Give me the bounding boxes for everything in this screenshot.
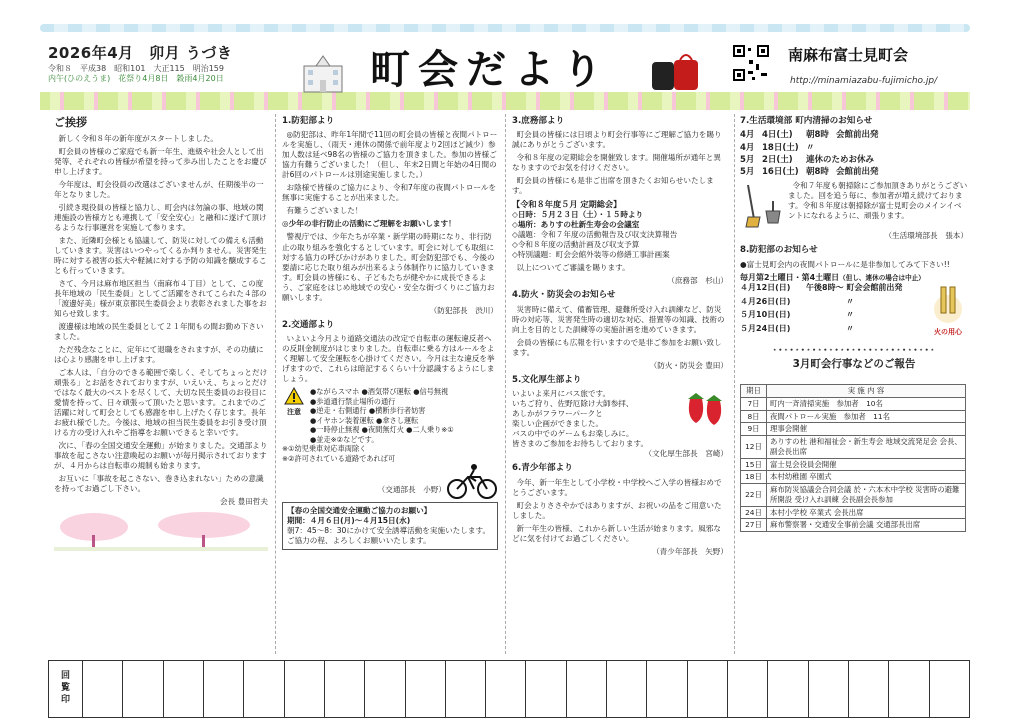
patrol-time: 〃 <box>846 296 854 306</box>
report-row <box>741 410 966 423</box>
env-p1: 令和７年度も朝掃除にご参加頂きありがとうございました。回を追う毎に、参加者が増え続けております。令和８年度は朝掃除が富士見町会のメインイベントになれるように、頑張ります。 <box>788 181 968 221</box>
town-url[interactable]: http://minamiazabu-fujimicho.jp/ <box>790 76 938 86</box>
youth-p2: 町会よりささやかではありますが、お祝いの品をご用意いたしました。 <box>512 500 722 520</box>
report-body <box>741 397 966 531</box>
culture-body <box>512 389 728 449</box>
report-content: 町内一斉清掃実施 参加者 10名 <box>767 397 966 410</box>
patrol-date: ４月26日(日) <box>740 296 791 306</box>
env-schedule-wrap <box>740 130 968 179</box>
qr-code-icon[interactable] <box>732 44 770 82</box>
school-building-icon <box>298 52 348 94</box>
report-content: 理事会開催 <box>767 423 966 436</box>
crime-p3: 有難うございました！ <box>286 206 363 216</box>
cleaning-row <box>740 143 986 154</box>
stamp-cell[interactable] <box>446 661 486 717</box>
cleaning-m: 4月 <box>740 142 755 153</box>
greeting-paragraph: 引続き現役員の皆様と協力し、町会内は勿論の事、地域の関連施設の皆様方とも連携して「安全安心」と融和に遂げて頂けるような行事運営を実施して参ります。 <box>54 202 267 232</box>
report-date: 24日 <box>741 506 767 519</box>
report-date: 12日 <box>741 436 767 459</box>
report-title: 3月町会行事などのご報告 <box>792 358 916 371</box>
page-title: 町会だより <box>370 47 610 93</box>
greeting-paragraph: また、近隣町会様とも協議して、防災に対しての備えも活動していきます。災害はいつやってくるか判りません。災害発生時に対する被害の拡大や軽減に対する予防の知識を醸成することも行っていきます。 <box>54 235 267 275</box>
column-divider <box>505 114 506 654</box>
stamp-cell[interactable] <box>244 661 284 717</box>
greeting-paragraph: 次に、「春の全国交通安全運動」が始まりました。交通部より事故を起こさない注意喚起のお願いが毎月掲示されておりますが、４月からは自転車の規制も始まります。 <box>54 440 268 470</box>
greeting-signature: 会長 豊田哲夫 <box>220 497 268 507</box>
fire-caution-clapper-icon <box>930 283 966 325</box>
cherry-blossom-scene-icon <box>54 511 268 551</box>
violation-note: ※①幼児乗車対応車両除く <box>282 444 367 454</box>
report-date: 7日 <box>741 397 767 410</box>
disaster-p1: 災害時に備えて、備蓄管理、避難所受け入れ訓練など、防災時の対応等、災害発生時の適切な対応、措置等の知識、技術の向上を目的とした訓練等の実施計画を進めていきます。 <box>512 304 725 334</box>
greeting-paragraph: ご本人は、「自分のできる範囲で楽しく、そしてちょっとだけ頑張る」とお話をされておりますが、いえいえ、ちょっとだけではなく最大のベストを尽くして、大切な民生委員のお役目に愛情を持って、日々頑張って頂いたと思います。これまでのご活躍に対して町会としても感謝を申し上げたく存じます。長年お疲れ様でした。今後は、地域の担当民生委員をお引き受け頂ける方の受け入れやご指導をお願いできると幸いです。 <box>54 367 268 437</box>
youth-p3: 新一年生の皆様、これから新しい生活が始まります。風邪などに気を付けてお過ごしください。 <box>512 523 721 543</box>
stamp-cell[interactable] <box>567 661 607 717</box>
report-date: 8日 <box>741 410 767 423</box>
general-p4: 以上についてご審議を賜ります。 <box>516 263 630 273</box>
report-content: 本村小学校 卒業式 会長出席 <box>767 506 966 519</box>
crime-p4-title: ◎少年の非行防止の活動にご理解をお願いします！ <box>282 219 456 229</box>
cleaning-n: 会館前出発 <box>836 130 879 141</box>
column-4 <box>740 116 968 532</box>
greeting-body <box>54 134 268 495</box>
cleaning-n <box>836 143 896 154</box>
patrol-title: 8.防犯部のお知らせ <box>740 245 818 256</box>
meeting-items <box>512 210 728 260</box>
patrol-time: 午後8時～ 町会会館前出発 <box>806 283 903 293</box>
cleaning-d: 16日(土) <box>762 167 799 177</box>
cleaning-t: 朝8時 <box>806 130 829 141</box>
general-p3: 町会員の皆様にも是非ご出席を頂きたくお知らせいたします。 <box>512 176 714 196</box>
cleaning-m: 5月 <box>740 154 755 165</box>
violation-item: ●一時停止無視 ●夜間無灯火 ●二人乗り※① <box>310 425 454 435</box>
cleaning-d: 18日(土) <box>762 142 799 153</box>
youth-title: 6.青少年部より <box>512 463 573 474</box>
general-meeting-box <box>512 199 728 260</box>
warning-block <box>282 387 306 444</box>
report-row <box>741 458 966 471</box>
stamp-cell[interactable] <box>123 661 163 717</box>
greeting-paragraph: 渡邊様は地域の民生委員として２１年間もの間お勤め下さいました。 <box>54 321 264 341</box>
report-content: 夜間パトロール実施 参加者 11名 <box>767 410 966 423</box>
crime-p2: お陰様で皆様のご協力により、令和7年度の夜間パトロールを無事に実施することが出来ました。 <box>282 183 497 203</box>
cleaning-d: 4日(土) <box>762 130 793 141</box>
stamp-cell[interactable] <box>325 661 365 717</box>
report-header-row <box>741 385 966 398</box>
youth-signature: （青少年部長 矢野） <box>652 546 728 556</box>
general-p1: 町会員の皆様には日頃より町会行事等にご理解ご協力を賜り誠にありがとうございます。 <box>512 130 722 150</box>
cleaning-row <box>740 167 986 178</box>
culture-line: 楽しい企画ができました。 <box>512 419 604 429</box>
culture-line: バスの中でのゲームもお楽しみに。 <box>512 429 634 439</box>
report-row <box>741 471 966 484</box>
culture-title: 5.文化厚生部より <box>512 374 582 385</box>
traffic-violations <box>282 387 498 444</box>
circulation-label-char: 覧 <box>60 683 70 694</box>
stamp-cell[interactable] <box>204 661 244 717</box>
patrol-row <box>740 310 928 321</box>
cleaning-d: 2日(土) <box>762 154 793 165</box>
stamp-cell[interactable] <box>526 661 566 717</box>
greeting-paragraph: さて、今月は麻布地区担当（南麻布４丁目）として、この度長年地域の「民生委員」としてご活躍をされてこられた４部の「渡邊好美」様が東京都民生委員会より表彰されました事をお知らせ致します。 <box>54 278 267 318</box>
stamp-cell[interactable] <box>164 661 204 717</box>
culture-signature: （文化厚生部長 宮崎） <box>644 449 728 459</box>
report-date: 15日 <box>741 458 767 471</box>
report-date: 22日 <box>741 484 767 507</box>
patrol-row <box>740 324 928 335</box>
crime-p4: 警視庁では、少年たちが卒業・新学期の時期になり、非行防止の取り組みを強化するとしています。町会に対しても取組に対する協力の呼びかけがありました。町会防犯部でも、今後の要請に応じた取り組みが出来るよう体制作りに協力していきます。町会員の皆様にも、子どもたちが健やかに成長できるよう、ご家庭をはじめ地域での安心・安全な街づくりにご協力お願いします。 <box>282 232 495 302</box>
patrol-schedule-rule <box>740 273 968 284</box>
crime-title: 1.防犯部より <box>282 116 335 126</box>
cleaning-row <box>740 130 986 141</box>
campaign-period: 期間：４月６日(月)～４月15日(水) <box>287 516 411 526</box>
report-row <box>741 519 966 532</box>
campaign-title: 【春の全国交通安全運動ご協力のお願い】 <box>287 506 432 516</box>
stamp-cell[interactable] <box>930 661 969 717</box>
banner-top-stripe <box>40 24 970 32</box>
column-2 <box>282 116 498 553</box>
patrol-row <box>740 283 928 294</box>
cleaning-row <box>740 155 986 166</box>
patrol-rule-text: 毎月第2土曜日・第4土曜日 <box>740 272 840 282</box>
crime-p1: ◎防犯部は、昨年1年間で11回の町会員の皆様と夜間パトロールを実施し、（雨天・連休の関係で前年度より2回ほど減少）参加人数は延べ98名の皆様のご協力を頂きました。参加の皆様ご協力有難うございました！（但し、年末2日間と年始の4日間の計6回のパトロールは別途実施しました。） <box>282 130 498 180</box>
greeting-paragraph: 新しく令和８年の新年度がスタートしました。 <box>58 133 219 143</box>
meeting-title: 【令和８年度５月 定期総会】 <box>512 199 622 210</box>
stamp-cell[interactable] <box>728 661 768 717</box>
greeting-paragraph: 今年度は、町会役員の改選はございませんが、任期後半の一年となりました。 <box>54 179 264 199</box>
patrol-row <box>740 297 928 308</box>
report-col-content: 実 施 内 容 <box>767 385 966 398</box>
culture-lines <box>512 389 679 449</box>
strawberry-icon <box>682 389 728 429</box>
school-bag-icon <box>650 50 700 92</box>
broom-dustpan-icon <box>740 181 784 231</box>
cleaning-t: 〃 <box>806 142 815 153</box>
env-body <box>740 181 968 231</box>
header-date: 2026年4月 卯月 うづき <box>48 44 233 62</box>
violation-item: ●逆走・右側通行 ●横断歩行者妨害 <box>310 406 426 416</box>
report-dotline: ⋆∙⋆∙⋆∙⋆∙⋆∙⋆∙⋆∙⋆∙⋆∙⋆∙⋆∙⋆∙⋆∙⋆∙⋆ <box>772 345 936 355</box>
fire-caution-label: 火の用心 <box>934 328 962 337</box>
cyclist-icon <box>446 463 498 499</box>
culture-line: 皆さまのご参加をお待ちしております。 <box>512 439 649 449</box>
general-title: 3.庶務部より <box>512 116 565 126</box>
stamp-cell[interactable] <box>607 661 647 717</box>
cleaning-m: 5月 <box>740 167 755 177</box>
stamp-cell[interactable] <box>647 661 687 717</box>
report-row <box>741 484 966 507</box>
violation-notes <box>282 444 498 463</box>
greeting-paragraph: 町会員の皆様のご家庭でも新一年生、進級や社会人として出発等、それぞれの皆様が希望を持って歩み出したことをお慶び申し上げます。 <box>54 146 267 176</box>
stamp-cell[interactable] <box>849 661 889 717</box>
report-row <box>741 436 966 459</box>
stamp-cell[interactable] <box>365 661 405 717</box>
cleaning-n: 会館前出発 <box>836 167 879 177</box>
env-signature: （生活環境部長 張本） <box>884 231 968 241</box>
circulation-stamp-table <box>48 660 970 718</box>
stamp-cell[interactable] <box>688 661 728 717</box>
violation-item: ●並走※②などです。 <box>310 434 379 444</box>
violation-note: ※②許可されている道路であれば可 <box>282 453 396 463</box>
report-content: 富士見会役員会開催 <box>767 458 966 471</box>
violation-list <box>310 387 454 444</box>
violation-item: ●ながらスマホ ●酒気帯び運転 ●信号無視 <box>310 387 449 397</box>
header-extra: 内午(ひのえうま) 花祭り4月8日 穀雨4月20日 <box>48 74 224 84</box>
report-content: 麻布防災協議会合同会議 於・六本木中学校 災害時の避難所開設 受け入れ訓練 会長副会長参加 <box>767 484 966 507</box>
disaster-p2: 会員の皆様にも広報を行いますので是非ご参加をお願い致します。 <box>512 337 722 357</box>
general-p2: 令和８年度の定期総会を開催致します。開催場所が通年と異なりますのでお気を付けください。 <box>512 153 721 173</box>
patrol-time: 〃 <box>846 323 854 333</box>
meeting-item: ◇議題：令和７年度の活動報告及び収支決算報告 <box>512 230 678 240</box>
youth-p1: 今年、新一年生として小学校・中学校へご入学の皆様おめでとうございます。 <box>512 477 722 497</box>
culture-line: いよいよ来月にバス旅です。 <box>512 389 611 399</box>
report-row <box>741 397 966 410</box>
report-content: 麻布警察署・交通安全事前会議 交通部長出席 <box>767 519 966 532</box>
warning-label: 注意 <box>287 408 301 417</box>
patrol-p1: ●富士見町会内の夜間パトロールに是非参加してみて下さい!! <box>740 259 950 269</box>
env-schedule <box>740 130 986 179</box>
greeting-title: ご挨拶 <box>54 116 87 129</box>
violation-item: ●イヤホン装着運転 ●傘さし運転 <box>310 415 419 425</box>
report-row <box>741 506 966 519</box>
town-name: 南麻布富士見町会 <box>788 46 909 64</box>
report-col-date: 期日 <box>741 385 767 398</box>
traffic-p1: いよいよ今月より道路交通法の改定で自転車の運転違反者への反則金制度がはじまりました。自転車に乗る方はルールをよく理解して安全運転を心掛けてください。今月は主な違反を挙げますので、これらは暗記するくらい十分認識するようにしましょう。 <box>282 333 495 384</box>
report-row <box>741 423 966 436</box>
report-date: 9日 <box>741 423 767 436</box>
fire-caution-block <box>928 283 968 337</box>
greeting-section <box>54 116 268 554</box>
stamp-cell[interactable] <box>486 661 526 717</box>
patrol-time: 〃 <box>846 310 854 320</box>
patrol-dates <box>740 283 928 337</box>
culture-line: いちご狩り、佐野厄除け大師参拝、 <box>512 399 634 409</box>
patrol-rule-note: （但し、連休の場合は中止） <box>839 273 925 282</box>
stamp-cell[interactable] <box>406 661 446 717</box>
campaign-text: 朝7：45～8：30にかけて安全誘導活動を実施いたします。ご協力の程、よろしくお願いいたします。 <box>287 526 491 546</box>
warning-triangle-icon <box>284 387 304 405</box>
general-signature: （庶務部 杉山） <box>667 276 728 286</box>
meeting-item: ◇日時：５月２３日（土）・１５時より <box>512 210 644 220</box>
meeting-item: ◇場所：ありすの杜新生寿会の会議室 <box>512 220 640 230</box>
cleaning-t: 連休のためお休み <box>806 154 875 165</box>
patrol-date: ５月10日(日) <box>740 310 791 320</box>
greeting-paragraph: ただ残念なことに、定年にて退職をされますが、その功績には心より感謝を申し上げます。 <box>54 344 264 364</box>
stamp-cell[interactable] <box>768 661 808 717</box>
traffic-signature: （交通部長 小野） <box>377 485 446 495</box>
traffic-campaign-box <box>282 502 498 550</box>
stamp-cell[interactable] <box>285 661 325 717</box>
meeting-item: ◇令和８年度の活動計画及び収支予算 <box>512 240 640 250</box>
circulation-label-char: 回 <box>60 671 70 682</box>
disaster-title: 4.防火・防災会のお知らせ <box>512 290 616 301</box>
cleaning-m: 4月 <box>740 130 755 141</box>
column-divider <box>275 114 276 654</box>
meeting-item: ◇特別議題：町会会館外装等の修繕工事計画案 <box>512 250 670 260</box>
stamp-cell[interactable] <box>83 661 123 717</box>
traffic-title: 2.交通部より <box>282 319 335 330</box>
stamp-cell[interactable] <box>889 661 929 717</box>
greeting-paragraph: お互いに「事故を起こさない、巻き込まれない」ための意識を持ってお過ごし下さい。 <box>54 474 264 494</box>
disaster-signature: （防火・防災会 豊田） <box>649 360 728 370</box>
cleaning-n <box>926 155 986 166</box>
violation-item: ●歩道通行禁止場所の通行 <box>310 396 396 406</box>
traffic-footer <box>282 463 498 499</box>
circulation-label-char: 印 <box>60 694 70 705</box>
report-content: ありすの杜 港和福祉会・新生寿会 地域交流発足会 会長、副会長出席 <box>767 436 966 459</box>
report-table <box>740 384 966 532</box>
env-title: 7.生活環境部 町内清掃のお知らせ <box>740 116 873 126</box>
column-divider <box>734 114 735 654</box>
crime-signature: （防犯部長 渋川） <box>429 305 498 315</box>
patrol-date: ５月24日(日) <box>740 323 791 333</box>
culture-line: あしかがフラワーパークと <box>512 409 603 419</box>
report-date: 18日 <box>741 471 767 484</box>
stamp-cell[interactable] <box>809 661 849 717</box>
header-date-block <box>48 44 232 85</box>
cleaning-t: 朝8時 <box>806 167 829 177</box>
circulation-label <box>49 661 83 717</box>
report-date: 27日 <box>741 519 767 532</box>
column-3 <box>512 116 728 561</box>
patrol-date: ４月12日(日) <box>740 283 791 293</box>
patrol-dates-wrap <box>740 283 968 337</box>
report-content: 本村幼稚園 卒園式 <box>767 471 966 484</box>
header-era: 令和８ 平成38 昭和101 大正115 明治159 <box>48 63 224 73</box>
